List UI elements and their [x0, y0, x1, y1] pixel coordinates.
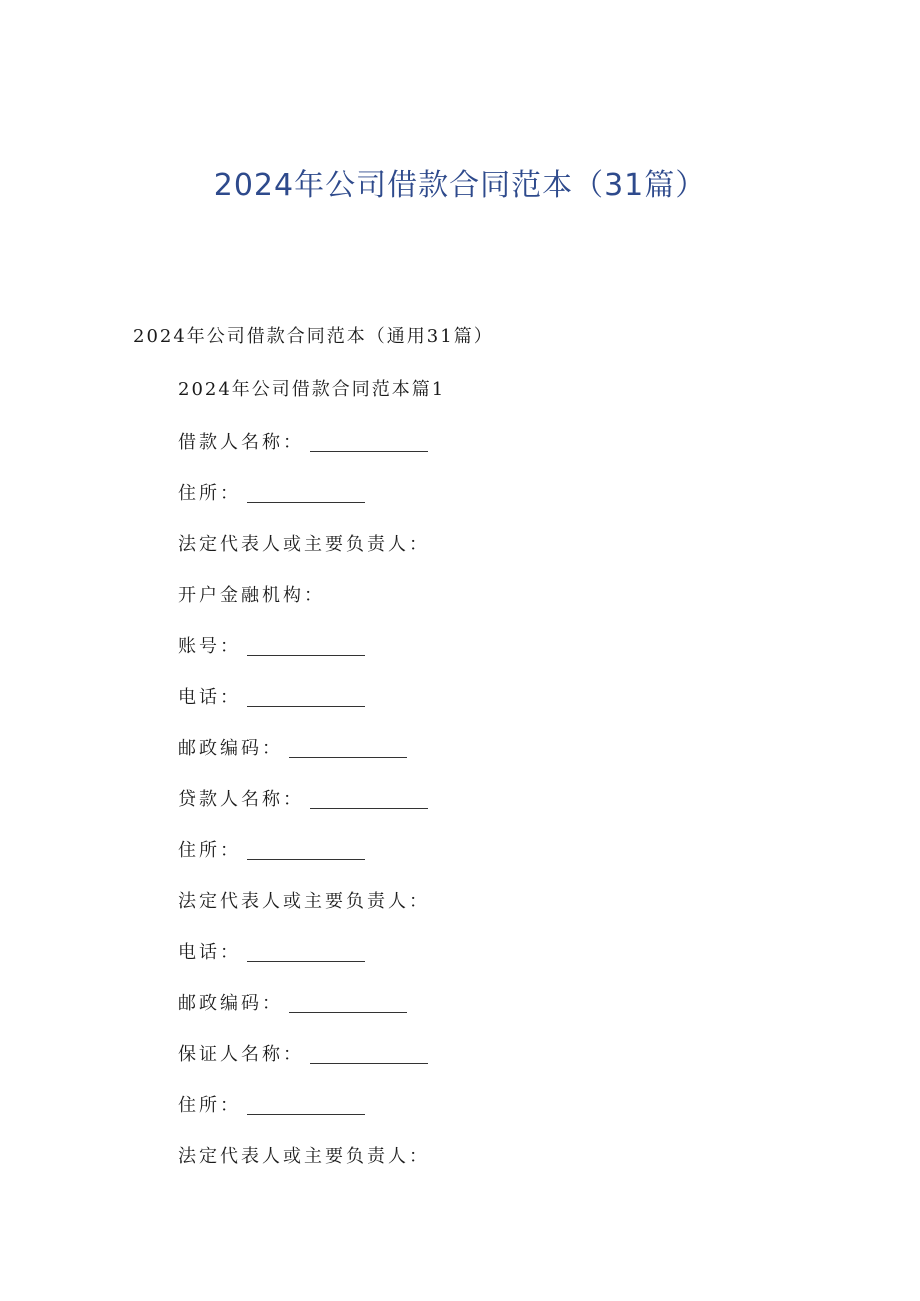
document-subtitle: 2024年公司借款合同范本（通用31篇） — [133, 326, 494, 347]
fill-in-blank — [247, 941, 365, 962]
field-borrower-address — [178, 479, 365, 505]
field-label: 开户金融机构： — [178, 585, 325, 606]
field-label: 住所： — [178, 840, 241, 861]
field-label: 电话： — [178, 687, 241, 708]
field-borrower-bank — [178, 581, 325, 607]
field-borrower-account — [178, 632, 365, 658]
document-title: 2024年公司借款合同范本（31篇） — [213, 168, 707, 203]
field-label: 住所： — [178, 483, 241, 504]
fill-in-blank — [310, 788, 428, 809]
field-lender-postcode — [178, 989, 407, 1015]
field-label: 电话： — [178, 942, 241, 963]
fill-in-blank — [310, 431, 428, 452]
fill-in-blank — [289, 737, 407, 758]
fill-in-blank — [247, 635, 365, 656]
field-label: 法定代表人或主要负责人： — [178, 891, 430, 912]
fill-in-blank — [247, 1094, 365, 1115]
field-guarantor-name — [178, 1040, 428, 1066]
field-label: 保证人名称： — [178, 1044, 304, 1065]
field-guarantor-legal-rep — [178, 1142, 430, 1168]
field-label: 借款人名称： — [178, 432, 304, 453]
field-label: 邮政编码： — [178, 738, 283, 759]
field-lender-address — [178, 836, 365, 862]
field-label: 住所： — [178, 1095, 241, 1116]
chapter-heading: 2024年公司借款合同范本篇1 — [178, 379, 446, 400]
fill-in-blank — [289, 992, 407, 1013]
field-borrower-name — [178, 428, 428, 454]
fill-in-blank — [247, 686, 365, 707]
field-lender-phone — [178, 938, 365, 964]
field-label: 法定代表人或主要负责人： — [178, 534, 430, 555]
field-label: 账号： — [178, 636, 241, 657]
fill-in-blank — [310, 1043, 428, 1064]
field-label: 贷款人名称： — [178, 789, 304, 810]
fill-in-blank — [247, 839, 365, 860]
field-borrower-postcode — [178, 734, 407, 760]
field-lender-name — [178, 785, 428, 811]
field-label: 邮政编码： — [178, 993, 283, 1014]
field-lender-legal-rep — [178, 887, 430, 913]
field-guarantor-address — [178, 1091, 365, 1117]
field-label: 法定代表人或主要负责人： — [178, 1146, 430, 1167]
fill-in-blank — [247, 482, 365, 503]
field-borrower-legal-rep — [178, 530, 430, 556]
field-borrower-phone — [178, 683, 365, 709]
